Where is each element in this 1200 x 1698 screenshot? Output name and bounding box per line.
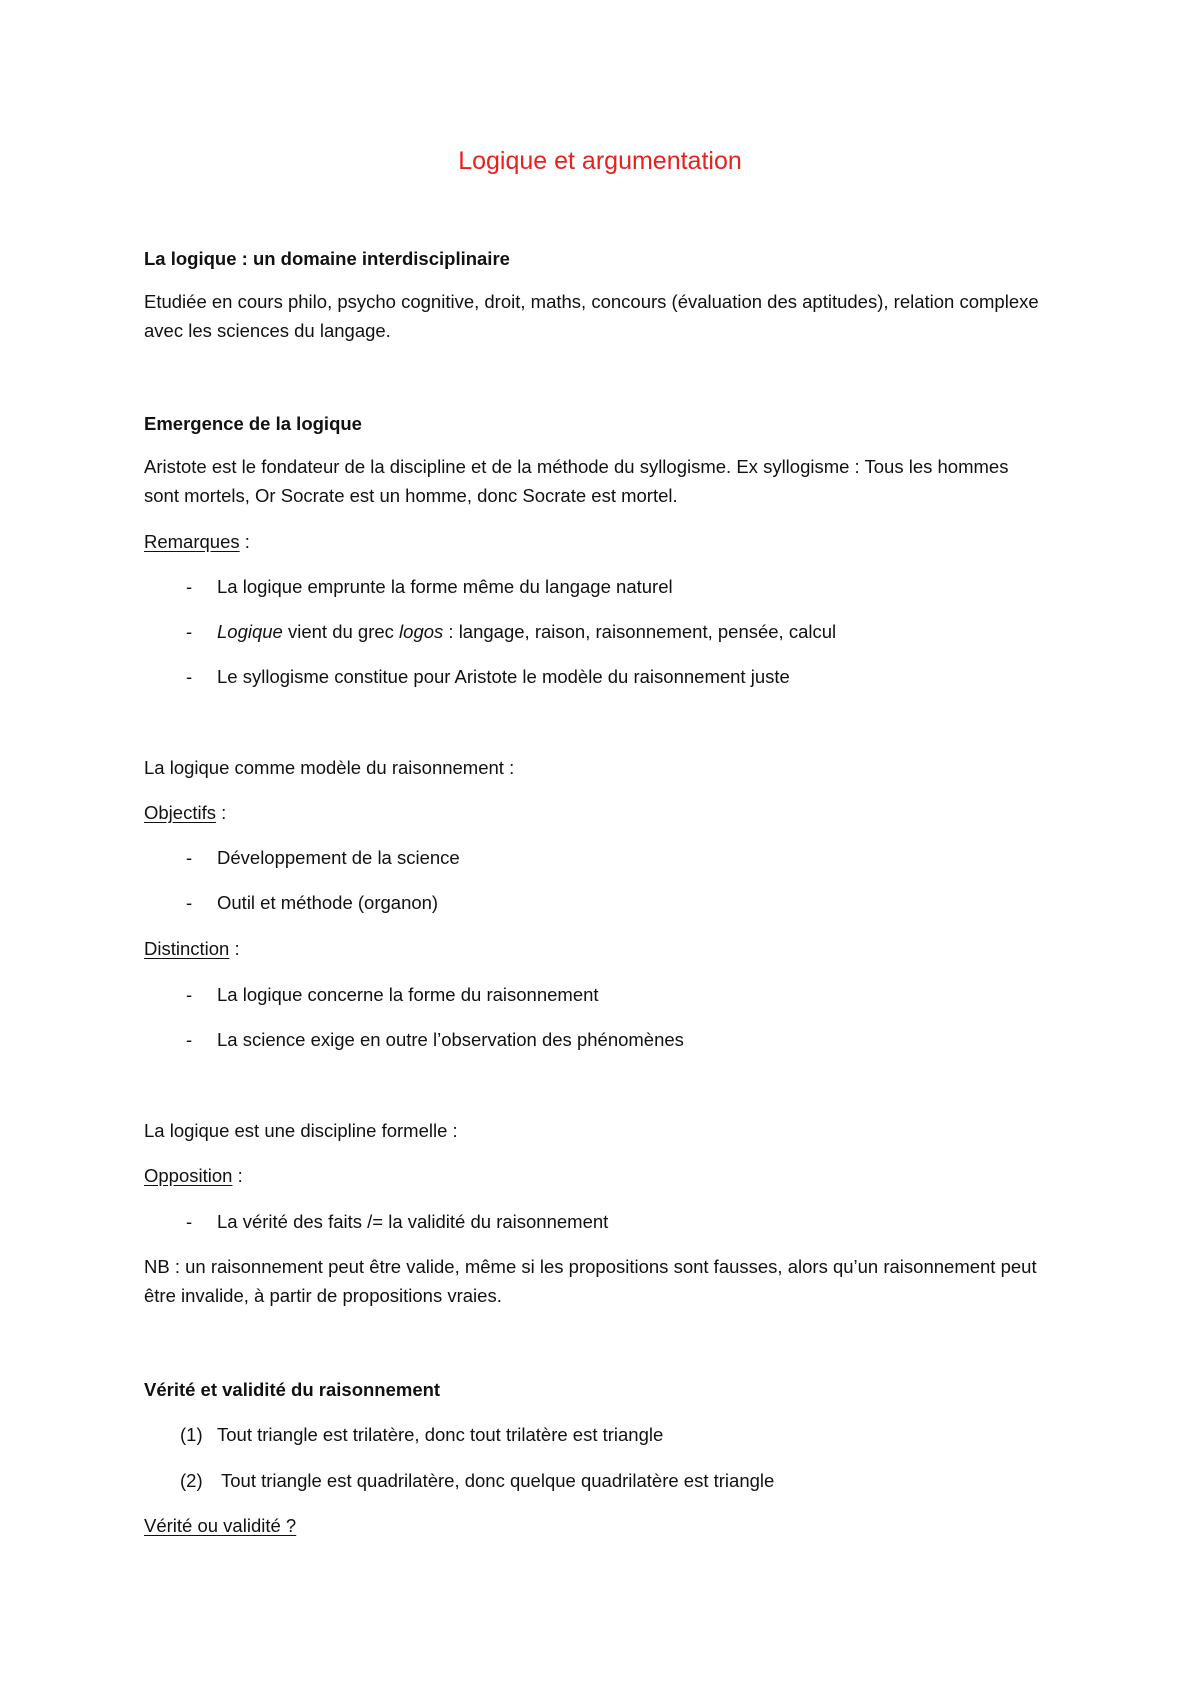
opposition-label [144,1161,1044,1190]
bullet-dash: - [186,666,193,687]
bullet-dash: - [186,892,193,913]
paragraph-modele: La logique comme modèle du raisonnement : [144,757,515,778]
list-item: La vérité des faits /= la validité du raisonnement [217,1211,609,1232]
question-verite-validite [144,1511,1044,1540]
objectifs-label-text: Objectifs [144,802,216,823]
paragraph-formelle: La logique est une discipline formelle : [144,1120,458,1141]
colon: : [239,531,250,552]
bullet-dash: - [186,984,193,1005]
paragraph-aristote: Aristote est le fondateur de la discipline et de la méthode du syllogisme. Ex syllogisme : Tous les hommes sont mortels, Or Socrate est un homme, donc Socrate est mortel. [144,456,1009,506]
list-item-text: vient du grec [282,621,400,642]
list-number: (1) [180,1424,203,1445]
document-title: Logique et argumentation [458,147,742,175]
list-number: (2) [180,1470,203,1491]
bullet-dash: - [186,847,193,868]
remarques-label-text: Remarques [144,531,240,552]
list-item: Tout triangle est trilatère, donc tout trilatère est triangle [217,1424,664,1445]
section-heading-interdisciplinaire: La logique : un domaine interdisciplinaire [144,248,510,269]
list-item: La science exige en outre l’observation des phénomènes [217,1029,684,1050]
question-text: Vérité ou validité ? [144,1515,297,1536]
list-item: La logique emprunte la forme même du langage naturel [217,576,673,597]
bullet-dash: - [186,1029,193,1050]
bullet-dash: - [186,576,193,597]
list-item: Outil et méthode (organon) [217,892,439,913]
list-item: Développement de la science [217,847,460,868]
section-heading-emergence: Emergence de la logique [144,413,362,434]
list-item: Tout triangle est quadrilatère, donc quelque quadrilatère est triangle [221,1470,775,1491]
colon: : [232,1165,243,1186]
colon: : [215,802,227,823]
bullet-dash: - [186,621,193,642]
list-item-text: : langage, raison, raisonnement, pensée, calcul [443,621,837,642]
emphasis-logos: logos [399,621,444,642]
colon: : [229,938,240,959]
opposition-label-text: Opposition [144,1165,233,1186]
section-heading-verite: Vérité et validité du raisonnement [144,1379,441,1400]
paragraph-etudiee: Etudiée en cours philo, psycho cognitive, droit, maths, concours (évaluation des aptitudes), relation complexe avec les sciences du langage. [144,291,1039,341]
distinction-label-text: Distinction [144,938,230,959]
paragraph-nb: NB : un raisonnement peut être valide, même si les propositions sont fausses, alors qu’un raisonnement peut être invalide, à partir de propositions vraies. [144,1256,1037,1306]
list-item: La logique concerne la forme du raisonnement [217,984,599,1005]
bullet-dash: - [186,1211,193,1232]
distinction-label [144,934,1044,963]
list-item [217,617,1077,646]
list-item: Le syllogisme constitue pour Aristote le modèle du raisonnement juste [217,666,790,687]
emphasis-logique: Logique [217,621,283,642]
remarques-label [144,527,1044,556]
objectifs-label [144,798,1044,827]
